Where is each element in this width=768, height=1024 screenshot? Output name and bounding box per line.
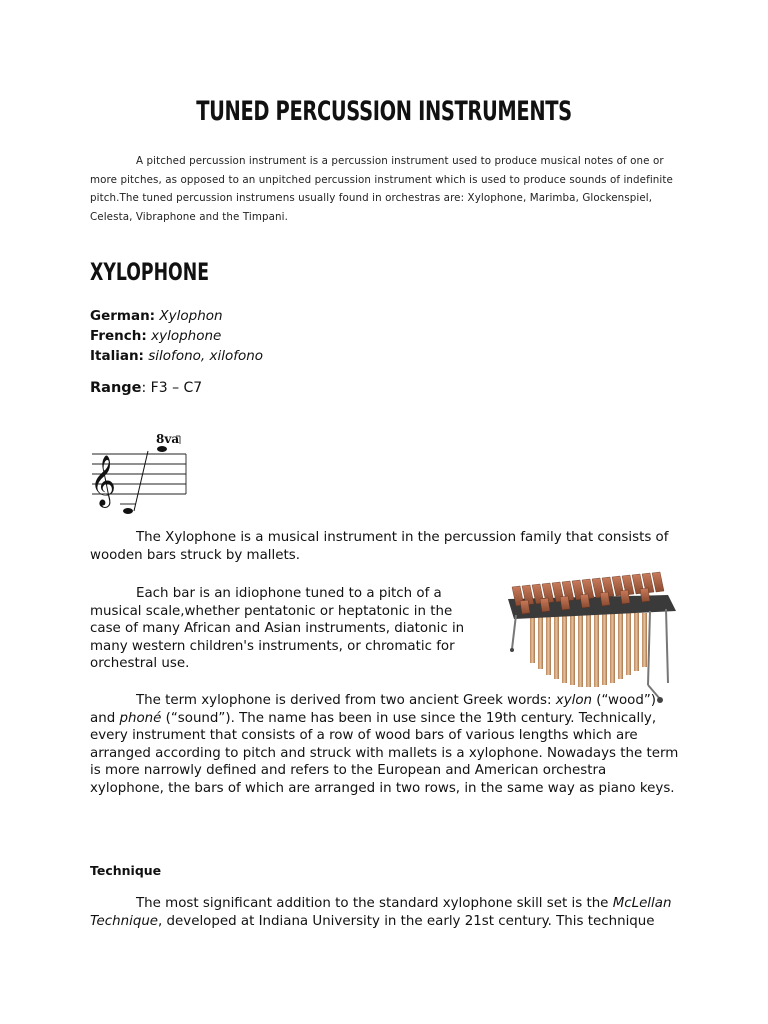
ottava-marking: 8va	[156, 432, 180, 446]
name-french: French: xylophone	[90, 328, 222, 344]
svg-text:𝄞: 𝄞	[90, 455, 117, 506]
range-label: Range	[90, 380, 142, 396]
paragraph-4: The most significant addition to the standard xylophone skill set is the McLellan Technique, developed at Indiana University in the early 21st century. This technique	[90, 896, 672, 929]
page-title: TUNED PERCUSSION INSTRUMENTS	[196, 96, 572, 127]
xylophone-photo	[500, 565, 680, 707]
paragraph-1: The Xylophone is a musical instrument in the percussion family that consists of wooden bars struck by mallets.	[90, 530, 669, 563]
section-heading-xylophone: XYLOPHONE	[90, 258, 210, 286]
range-staff-image	[88, 432, 188, 514]
intro-text: A pitched percussion instrument is a percussion instrument used to produce musical notes of one or more pitches, as opposed to an unpitched percussion instrument which is used to produce sounds of indefinite pitch.The tuned percussion instrumens usually found in orchestras are: Xylophone, Marimba, Glockenspiel, Celesta, Vibraphone and the Timpani.	[90, 155, 673, 223]
instrument-names	[90, 306, 263, 366]
paragraph-3: The term xylophone is derived from two ancient Greek words: xylon (“wood”) and phoné (“sound”). The name has been in use since the 19th century. Technically, every instrument that consists of a row of wood bars of various lengths which are arranged according to pitch and struck with mallets is a xylophone. Nowadays the term is more narrowly defined and refers to the European and American orchestra xylophone, the bars of which are arranged in two rows, in the same way as piano keys.	[90, 693, 679, 796]
intro-paragraph	[90, 152, 690, 226]
name-italian: Italian: silofono, xilofono	[90, 348, 264, 364]
technique-heading: Technique	[90, 863, 162, 878]
paragraph-2: Each bar is an idiophone tuned to a pitch of a musical scale,whether pentatonic or heptatonic in the case of many African and Asian instruments, diatonic in many western children's instruments, or chromatic for orchestral use.	[90, 586, 465, 671]
name-german: German: Xylophon	[90, 308, 223, 324]
range-value: : F3 – C7	[141, 380, 203, 396]
range-line	[90, 380, 202, 396]
